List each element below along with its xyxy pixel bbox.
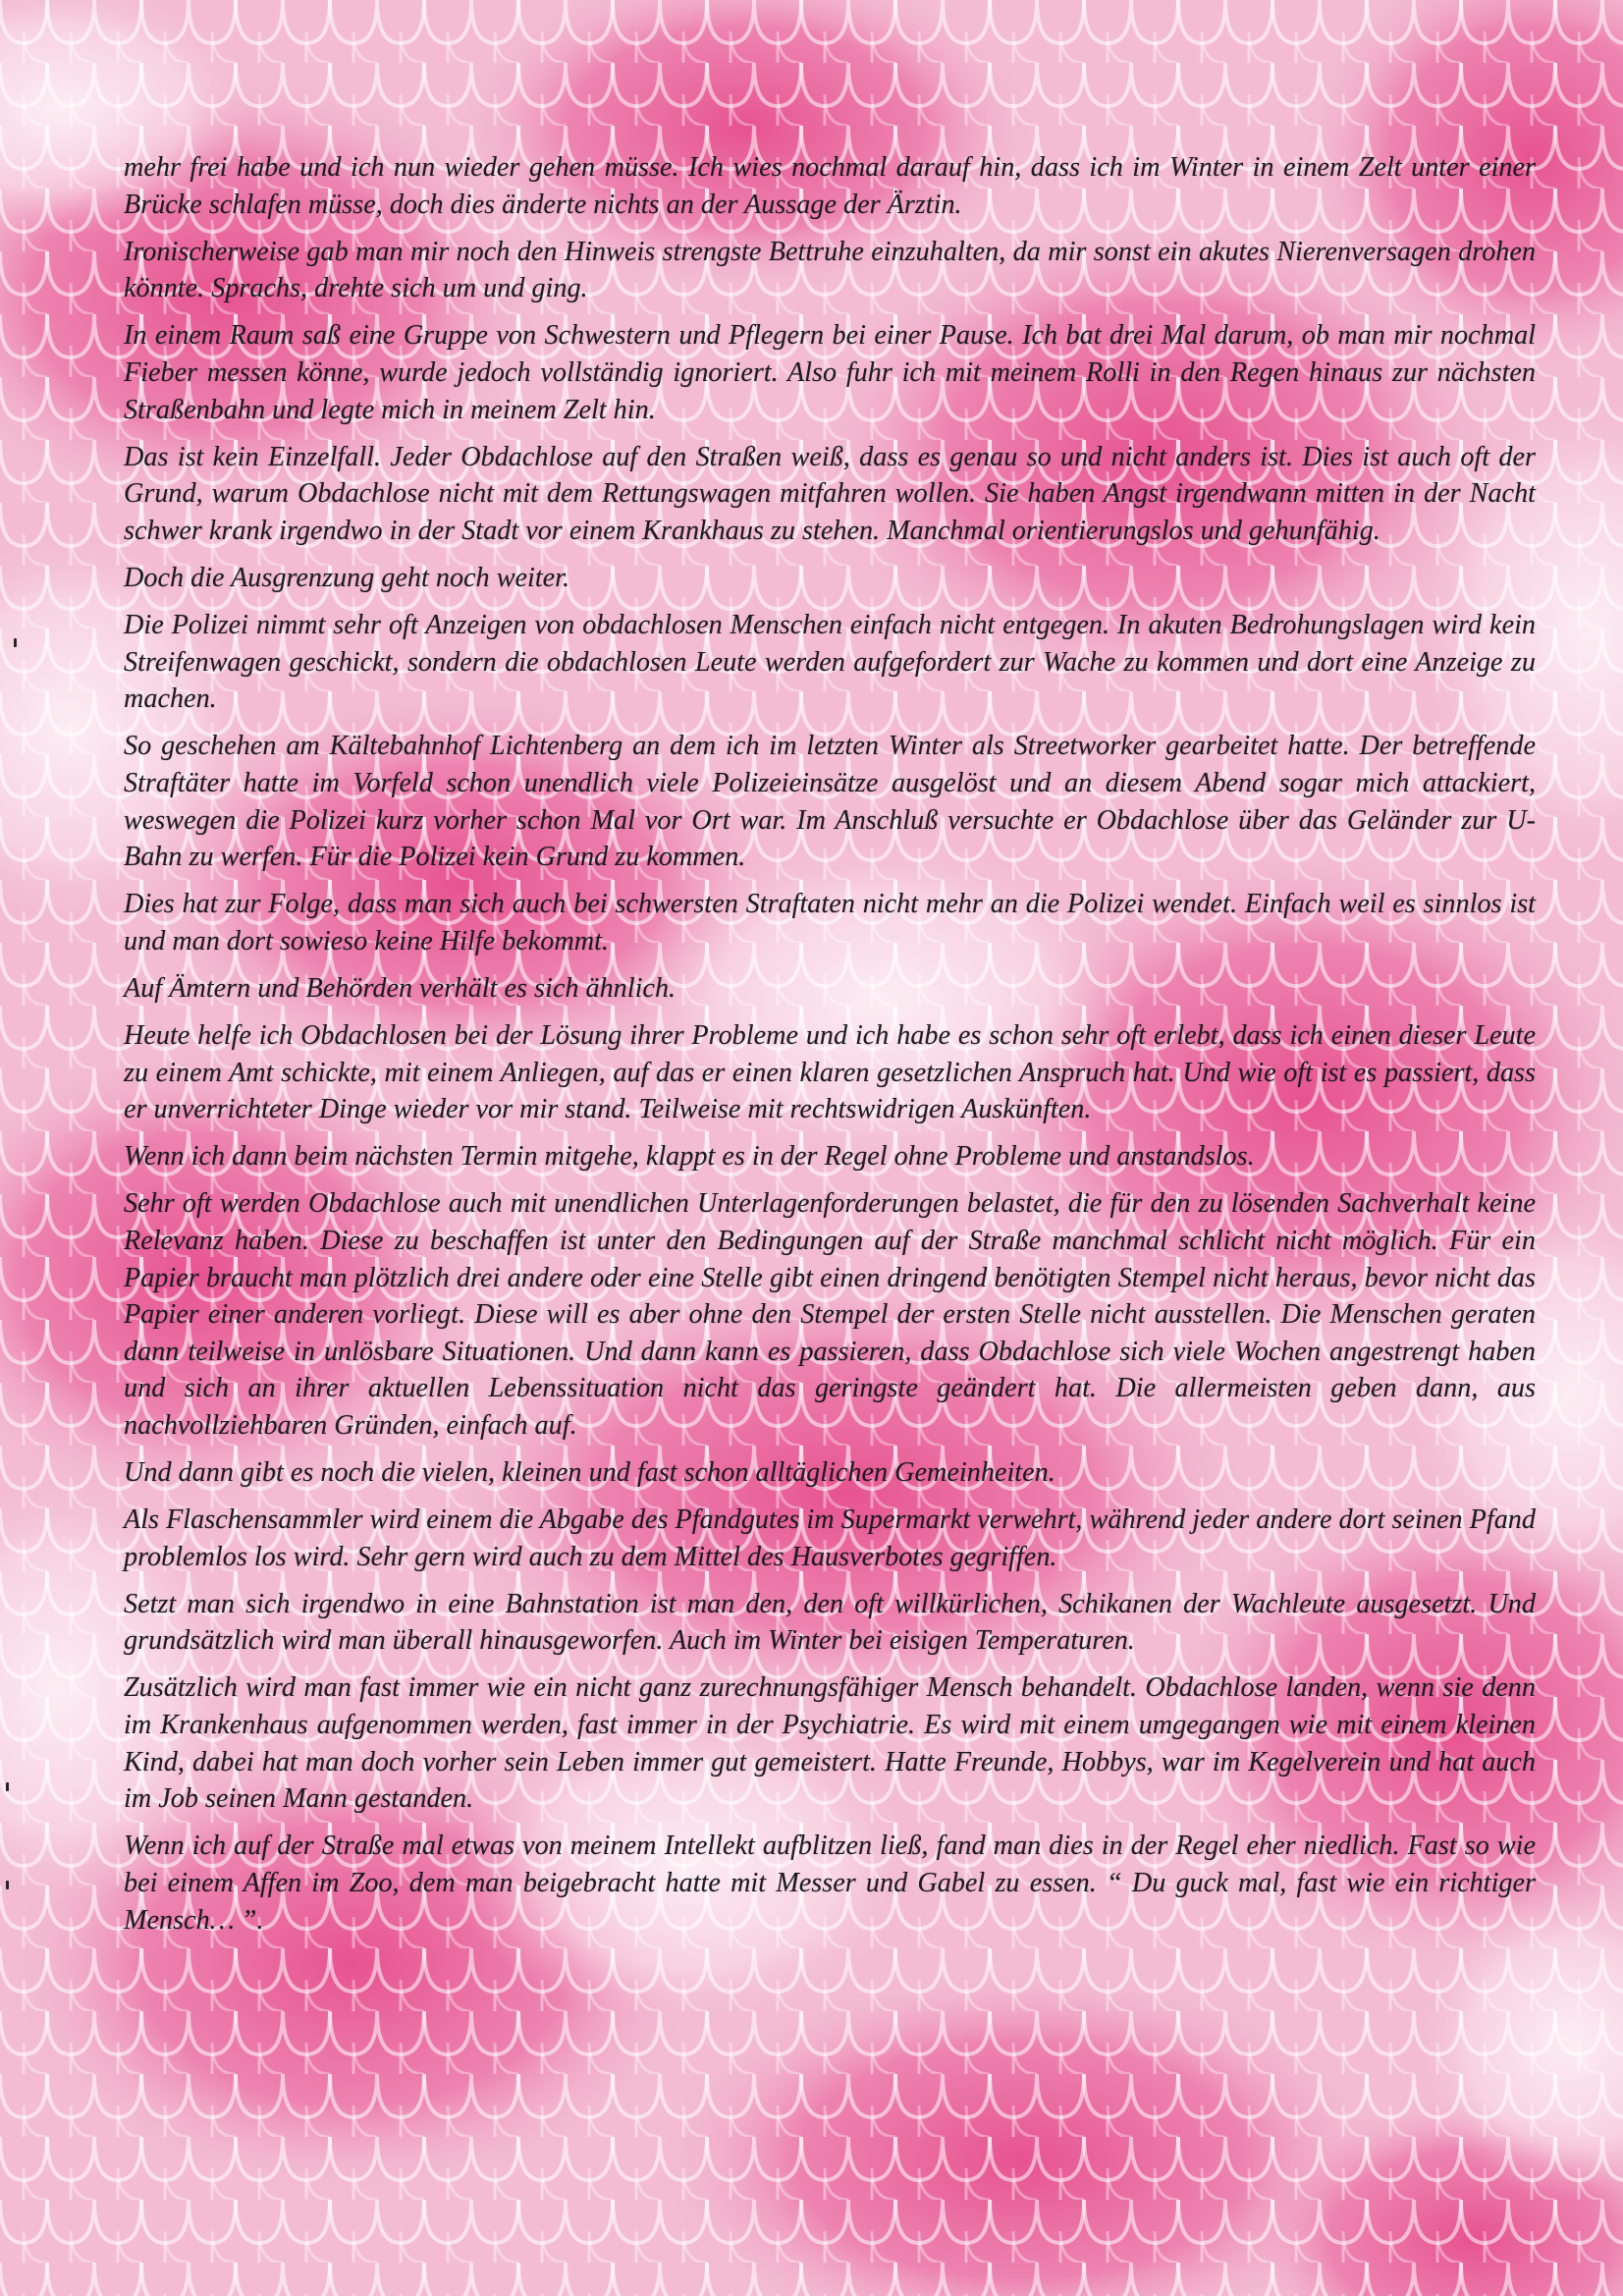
paragraph: In einem Raum saß eine Gruppe von Schwestern und Pflegern bei einer Pause. Ich bat drei Mal darum, ob man mir nochmal Fieber messen könne, wurde jedoch vollständig ignoriert. Also fuhr ich mit meinem Rolli in den Regen hinaus zur nächsten Straßenbahn und legte mich in meinem Zelt hin. xyxy=(124,320,1536,425)
paragraph: Die Polizei nimmt sehr oft Anzeigen von obdachlosen Menschen einfach nicht entgegen. In akuten Bedrohungslagen wird kein Streifenwagen geschickt, sondern die obdachlosen Leute werden aufgefordert zur Wache zu kommen und dort eine Anzeige zu machen. xyxy=(124,610,1536,715)
paragraph: Doch die Ausgrenzung geht noch weiter. xyxy=(124,562,570,593)
paragraph: Auf Ämtern und Behörden verhält es sich ähnlich. xyxy=(124,972,676,1004)
paragraph: mehr frei habe und ich nun wieder gehen müsse. Ich wies nochmal darauf hin, dass ich im Winter in einem Zelt unter einer Brücke schlafen müsse, doch dies änderte nichts an der Aussage der Ärztin. xyxy=(124,152,1536,220)
paragraph: Wenn ich dann beim nächsten Termin mitgehe, klappt es in der Regel ohne Probleme und anstandslos. xyxy=(124,1141,1255,1173)
paragraph: So geschehen am Kältebahnhof Lichtenberg an dem ich im letzten Winter als Streetworker gearbeitet hatte. Der betreffende Straftäter hatte im Vorfeld schon unendlich viele Polizeieinsätze ausgelöst und an diesem Abend sogar mich attackiert, weswegen die Polizei kurz vorher schon Mal vor Ort war. Im Anschluß versuchte er Obdachlose über das Geländer zur U-Bahn zu werfen. Für die Polizei kein Grund zu kommen. xyxy=(124,731,1536,873)
margin-mark-1 xyxy=(14,638,17,647)
paragraph: Wenn ich auf der Straße mal etwas von meinem Intellekt aufblitzen ließ, fand man dies in der Regel eher niedlich. Fast so wie bei einem Affen im Zoo, dem man beigebracht hatte mit Messer und Gabel zu essen. “ Du guck mal, fast wie ein richtiger Mensch… ”. xyxy=(124,1831,1536,1936)
paragraph: Und dann gibt es noch die vielen, kleinen und fast schon alltäglichen Gemeinheiten. xyxy=(124,1457,1055,1488)
paragraph: Dies hat zur Folge, dass man sich auch bei schwersten Straftaten nicht mehr an die Polizei wendet. Einfach weil es sinnlos ist und man dort sowieso keine Hilfe bekommt. xyxy=(124,889,1536,957)
margin-mark-3 xyxy=(6,1881,9,1889)
paragraph: Setzt man sich irgendwo in eine Bahnstation ist man den, den oft willkürlichen, Schikanen der Wachleute ausgesetzt. Und grundsätzlich wird man überall hinausgeworfen. Auch im Winter bei eisigen Temperaturen. xyxy=(124,1588,1536,1657)
paragraph: Heute helfe ich Obdachlosen bei der Lösung ihrer Probleme und ich habe es schon sehr oft erlebt, dass ich einen dieser Leute zu einem Amt schickte, mit einem Anliegen, auf das er einen klaren gesetzlichen Anspruch hat. Und wie oft ist es passiert, dass er unverrichteter Dinge wieder vor mir stand. Teilweise mit rechtswidrigen Auskünften. xyxy=(124,1019,1536,1125)
margin-mark-2 xyxy=(6,1782,9,1791)
paragraph: Als Flaschensammler wird einem die Abgabe des Pfandgutes im Supermarkt verwehrt, während jeder andere dort seinen Pfand problemlos los wird. Sehr gern wird auch zu dem Mittel des Hausverbotes gegriffen. xyxy=(124,1504,1536,1572)
body-text xyxy=(124,149,1536,1949)
paragraph: Ironischerweise gab man mir noch den Hinweis strengste Bettruhe einzuhalten, da mir sonst ein akutes Nierenversagen drohen könnte. Sprachs, drehte sich um und ging. xyxy=(124,236,1536,304)
paragraph: Das ist kein Einzelfall. Jeder Obdachlose auf den Straßen weiß, dass es genau so und nicht anders ist. Dies ist auch oft der Grund, warum Obdachlose nicht mit dem Rettungswagen mitfahren wollen. Sie haben Angst irgendwann mitten in der Nacht schwer krank irgendwo in der Stadt vor einem Krankhaus zu stehen. Manchmal orientierungslos und gehunfähig. xyxy=(124,441,1536,546)
paragraph: Zusätzlich wird man fast immer wie ein nicht ganz zurechnungsfähiger Mensch behandelt. Obdachlose landen, wenn sie denn im Krankenhaus aufgenommen werden, fast immer in der Psychiatrie. Es wird mit einem umgegangen wie mit einem kleinen Kind, dabei hat man doch vorher sein Leben immer gut gemeistert. Hatte Freunde, Hobbys, war im Kegelverein und hat auch im Job seinen Mann gestanden. xyxy=(124,1672,1536,1815)
paragraph: Sehr oft werden Obdachlose auch mit unendlichen Unterlagenforderungen belastet, die für den zu lösenden Sachverhalt keine Relevanz haben. Diese zu beschaffen ist unter den Bedingungen auf der Straße manchmal schlicht nicht möglich. Für ein Papier braucht man plötzlich drei andere oder eine Stelle gibt einen dringend benötigten Stempel nicht heraus, bevor nicht das Papier einer anderen vorliegt. Diese will es aber ohne den Stempel der ersten Stelle nicht ausstellen. Die Menschen geraten dann teilweise in unlösbare Situationen. Und dann kann es passieren, dass Obdachlose sich viele Wochen angestrengt haben und sich an ihrer aktuellen Lebenssituation nicht das geringste geändert hat. Die allermeisten geben dann, aus nachvollziehbaren Gründen, einfach auf. xyxy=(124,1188,1536,1441)
